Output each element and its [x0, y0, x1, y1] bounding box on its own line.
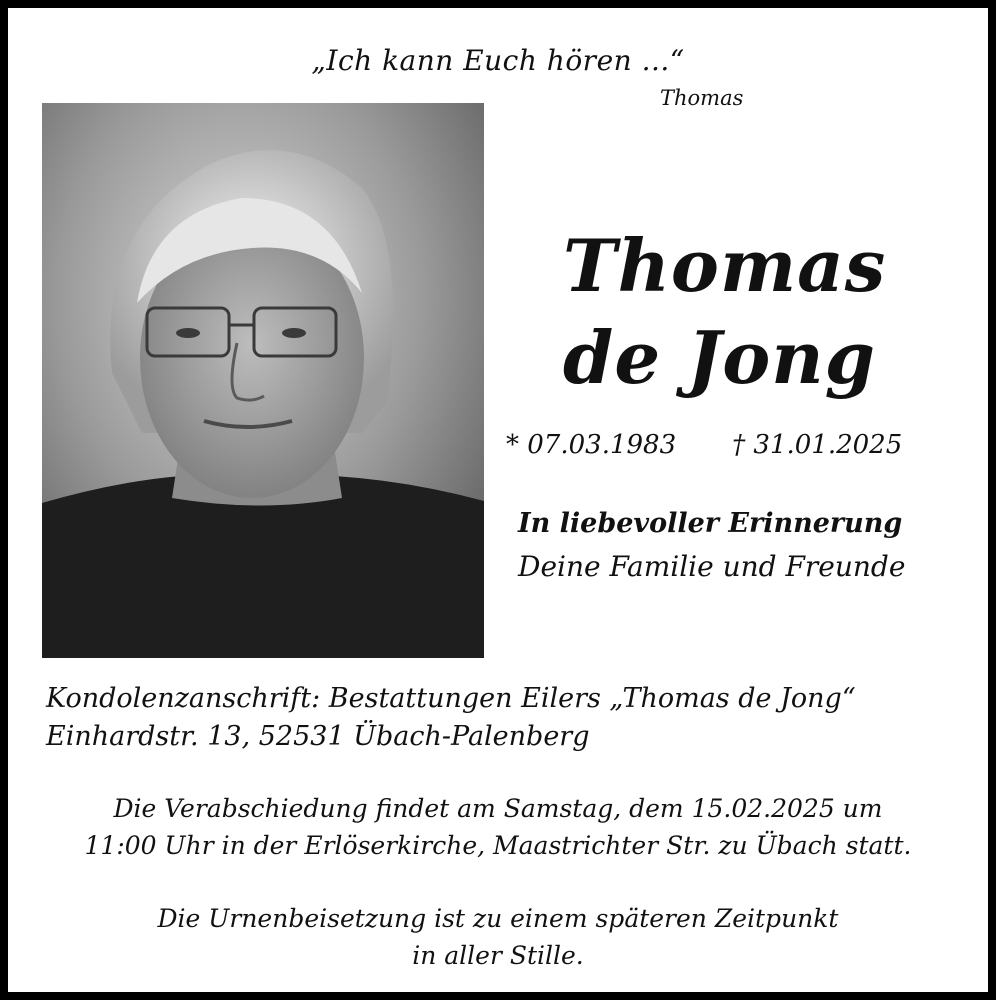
dedication-signature: Deine Familie und Freunde [518, 550, 906, 583]
condolence-line: Kondolenzanschrift: Bestattungen Eilers „Thomas de Jong“ [46, 683, 856, 714]
life-dates [506, 430, 902, 460]
burial-line: Die Urnenbeisetzung ist zu einem späteren Zeitpunkt [157, 904, 839, 933]
first-name: Thomas [563, 223, 887, 308]
memorial-quote: „Ich kann Euch hören ...“ [311, 44, 685, 77]
condolence-line: Einhardstr. 13, 52531 Übach-Palenberg [46, 721, 590, 752]
dedication-heading: In liebevoller Erinnerung [518, 508, 903, 539]
last-name: de Jong [563, 315, 876, 400]
quote-author: Thomas [660, 86, 744, 110]
burial-line: in aller Stille. [412, 941, 584, 970]
farewell-line: 11:00 Uhr in der Erlöserkirche, Maastrichter Str. zu Übach statt. [84, 831, 912, 860]
farewell-notice [0, 790, 996, 864]
deceased-name [563, 220, 886, 404]
death-date: † 31.01.2025 [732, 430, 903, 460]
portrait-photo [42, 103, 484, 658]
birth-date: * 07.03.1983 [506, 430, 677, 460]
condolence-address [46, 680, 856, 756]
burial-notice [0, 900, 996, 974]
farewell-line: Die Verabschiedung findet am Samstag, dem 15.02.2025 um [113, 794, 883, 823]
person-portrait-icon [42, 103, 484, 658]
